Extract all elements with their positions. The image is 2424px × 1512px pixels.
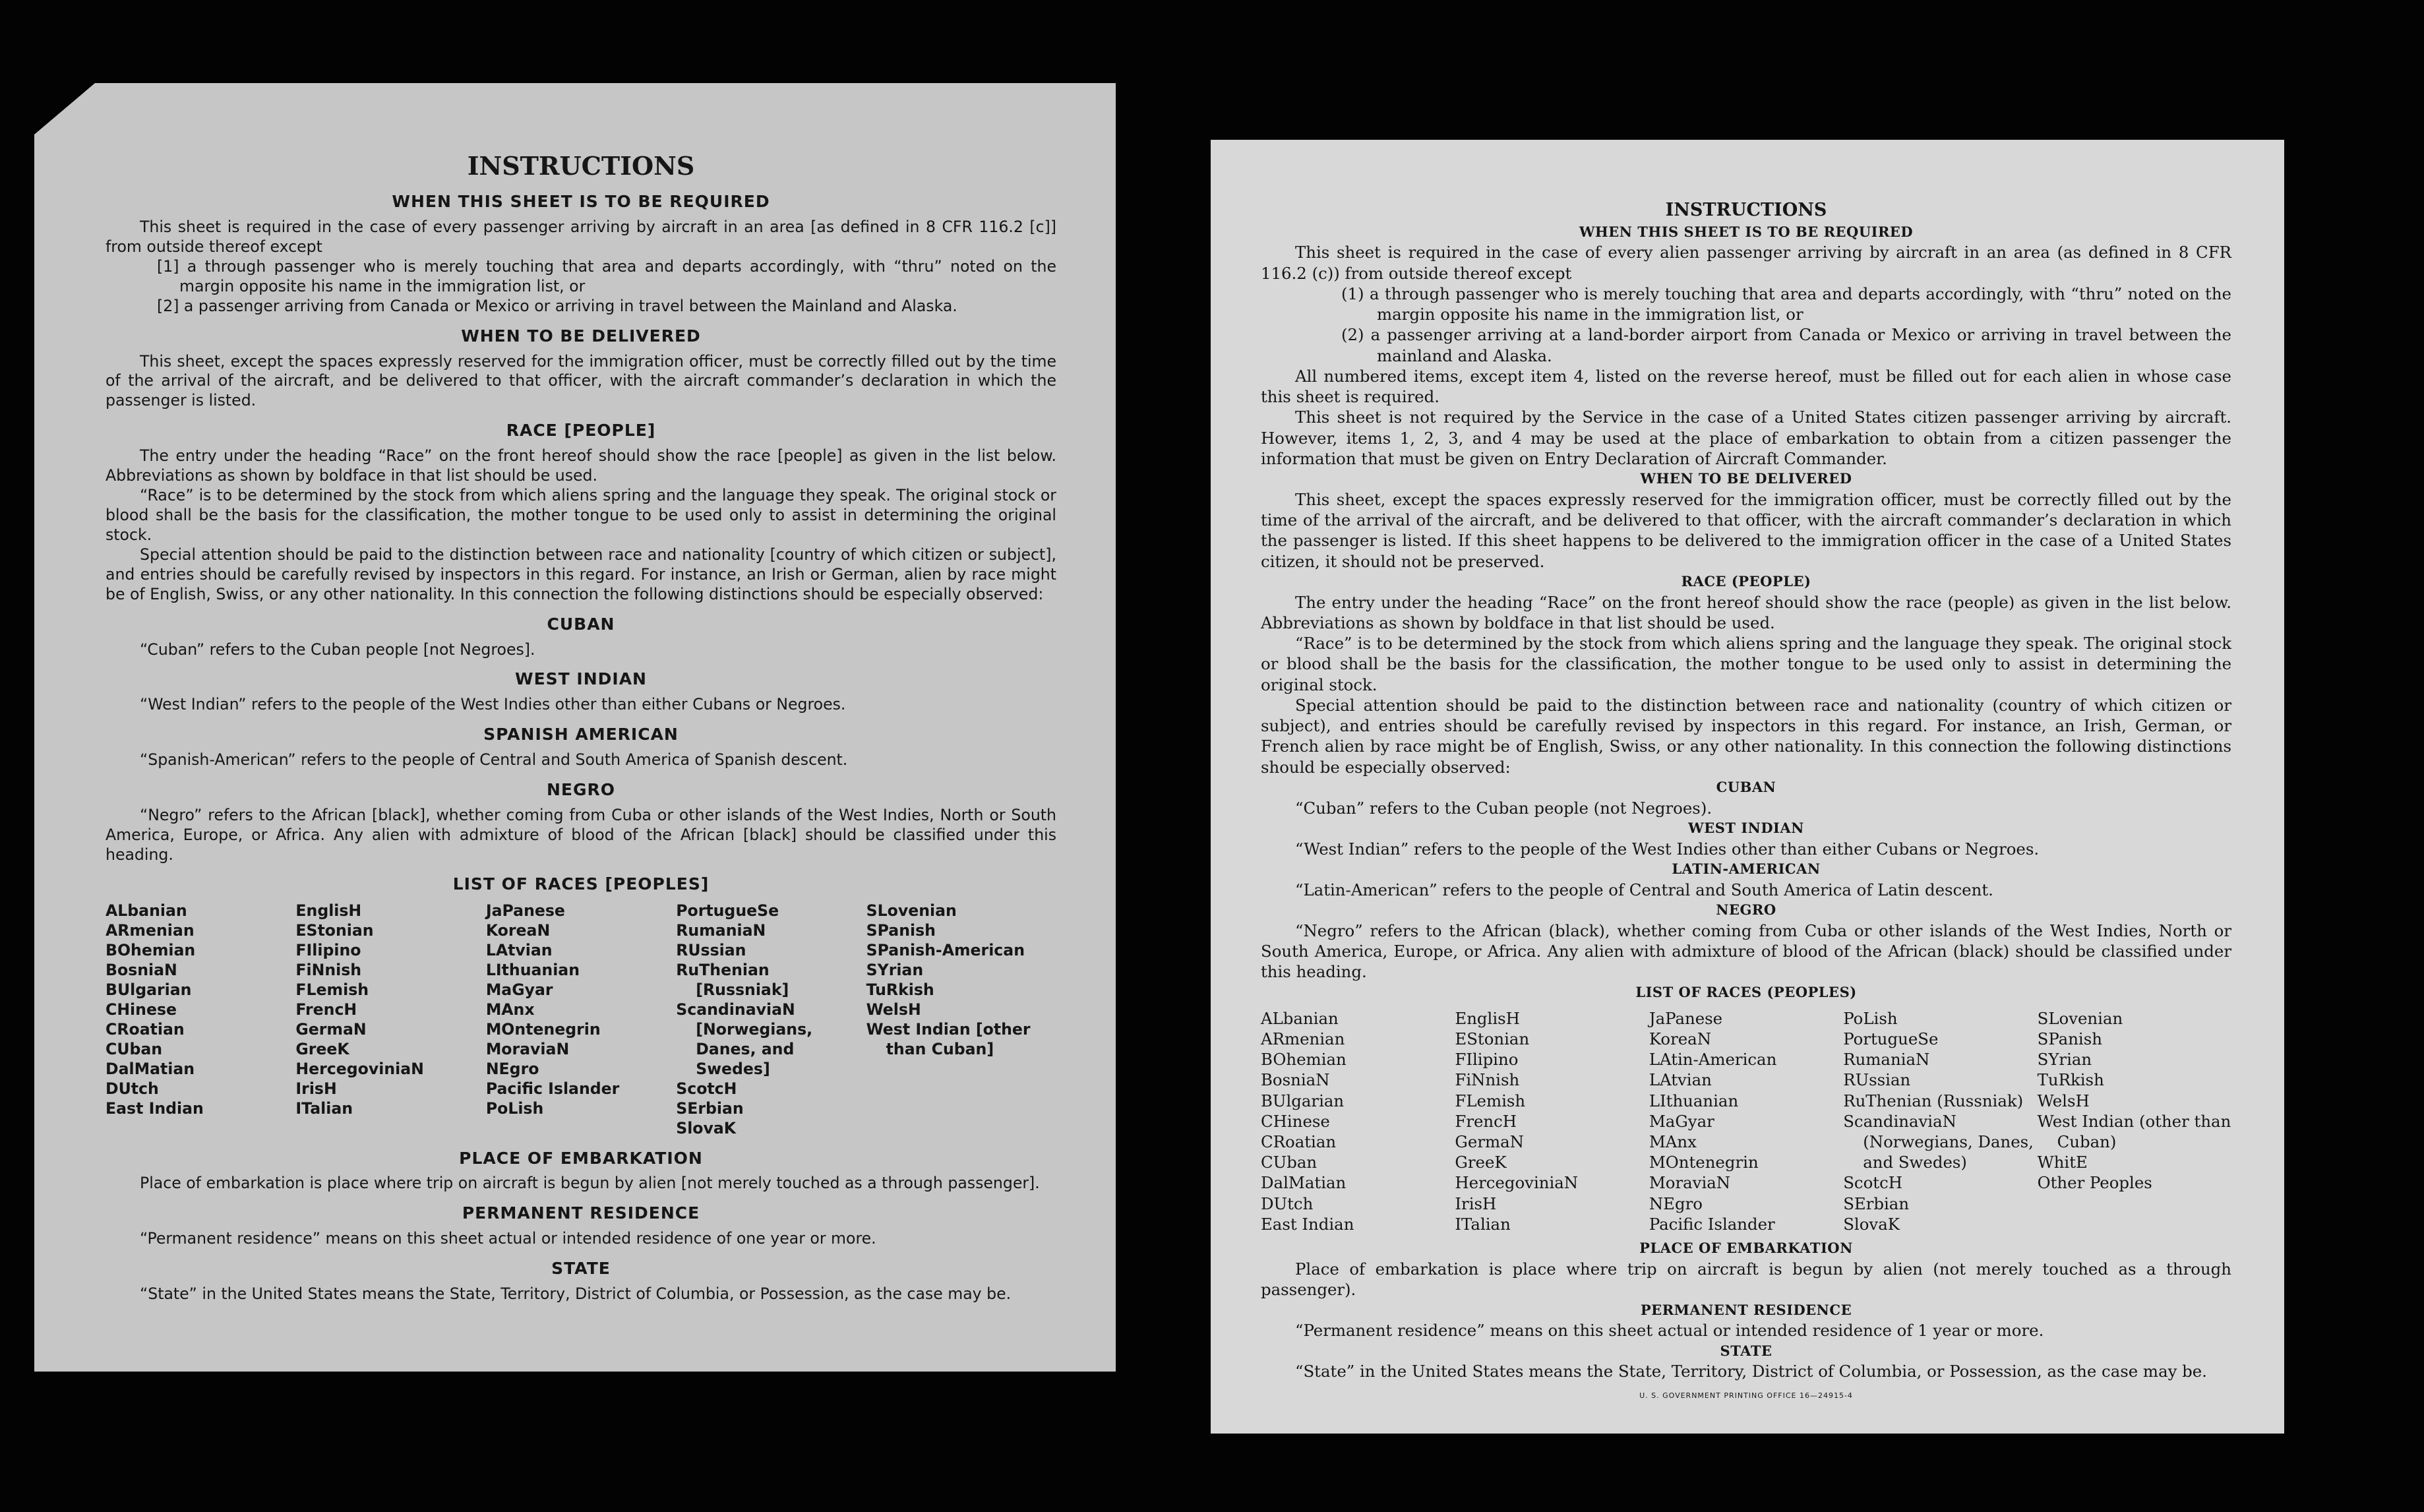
race-entry: West Indian (other than Cuban)	[2037, 1111, 2231, 1151]
right-heading-perm: PERMANENT RESIDENCE	[1640, 1301, 1852, 1318]
race-entry: SPanish	[866, 921, 936, 940]
race-entry: DUtch	[1261, 1194, 1314, 1213]
race-entry: EnglisH	[1455, 1008, 1520, 1028]
race-entry: DalMatian	[106, 1059, 195, 1078]
left-race-list	[106, 901, 1056, 1138]
race-entry: WhitE	[2037, 1153, 2088, 1172]
right-latin-text: “Latin-American” refers to the people of Central and South America of Latin descent.	[1295, 880, 1993, 899]
race-entry: FLemish	[295, 981, 369, 1000]
race-entry: TuRkish	[866, 981, 934, 1000]
right-instruction-sheet	[1211, 140, 2284, 1434]
right-heading-negro: NEGRO	[1716, 901, 1776, 919]
race-entry: ITalian	[295, 1099, 353, 1118]
race-entry: BosniaN	[106, 961, 177, 980]
folded-corner	[34, 83, 95, 135]
race-entry: DalMatian	[1261, 1173, 1347, 1193]
race-entry: CRoatian	[1261, 1132, 1337, 1151]
left-state-text: “State” in the United States means the State, Territory, District of Columbia, or Possession, as the case may be.	[140, 1284, 1012, 1303]
race-entry: EStonian	[1455, 1029, 1530, 1048]
left-race-column	[676, 901, 866, 1138]
race-entry: Other Peoples	[2037, 1173, 2152, 1193]
left-spanish-text: “Spanish-American” refers to the people of Central and South America of Spanish descent.	[140, 750, 848, 769]
race-entry: GermaN	[295, 1019, 367, 1039]
left-perm-text: “Permanent residence” means on this sheet actual or intended residence of one year or more.	[140, 1229, 876, 1248]
race-entry: RUssian	[1843, 1070, 1911, 1090]
right-heading-westindian: WEST INDIAN	[1688, 819, 1804, 836]
right-delivered-text: This sheet, except the spaces expressly reserved for the immigration officer, must be correctly filled out by the time of the arrival of the aircraft, and be delivered to that officer, with the aircraft commander’s declaration in which the passenger is listed. If this sheet happens to be delivered to the immigration officer in the case of a United States citizen, it should not be preserved.	[1261, 489, 2231, 571]
right-heading-cuban: CUBAN	[1716, 778, 1776, 795]
race-entry: MAnx	[485, 1000, 535, 1019]
race-entry: WelsH	[2037, 1091, 2090, 1110]
right-race-column	[2038, 1008, 2231, 1235]
race-entry: EnglisH	[295, 901, 362, 921]
race-entry: West Indian [other than Cuban]	[866, 1019, 1031, 1058]
race-entry: BOhemian	[106, 941, 196, 960]
race-entry: ScandinaviaN [Norwegians, Danes, and Swedes]	[676, 1000, 813, 1078]
race-entry: ALbanian	[1261, 1008, 1339, 1028]
left-heading-perm: PERMANENT RESIDENCE	[462, 1203, 700, 1223]
race-entry: MaGyar	[1649, 1111, 1714, 1131]
left-race-column	[486, 901, 676, 1138]
race-entry: CUban	[1261, 1153, 1318, 1172]
left-heading-state: STATE	[551, 1259, 611, 1279]
left-heading-delivered: WHEN TO BE DELIVERED	[461, 326, 701, 346]
right-heading-race: RACE (PEOPLE)	[1681, 572, 1811, 590]
race-entry: PortugueSe	[676, 901, 779, 921]
race-entry: JaPanese	[1649, 1008, 1723, 1028]
right-heading-embark: PLACE OF EMBARKATION	[1639, 1240, 1853, 1257]
left-heading-cuban: CUBAN	[547, 614, 615, 634]
right-title: INSTRUCTIONS	[1665, 200, 1827, 220]
right-heading-latin: LATIN-AMERICAN	[1672, 861, 1821, 878]
race-entry: Pacific Islander	[485, 1079, 620, 1098]
right-embark-text: Place of embarkation is place where trip on aircraft is begun by alien (not merely touched as a through passenger).	[1261, 1259, 2231, 1300]
left-cuban-text: “Cuban” refers to the Cuban people [not Negroes].	[140, 640, 535, 659]
race-entry: JaPanese	[485, 901, 565, 921]
race-entry: RuThenian [Russniak]	[676, 961, 789, 1000]
right-race-text-2: “Race” is to be determined by the stock from which aliens spring and the language they speak. The original stock or blood shall be the basis for the classification, the mother tongue to be used only to assist in determining the original stock.	[1261, 634, 2231, 694]
race-entry: FrencH	[1455, 1111, 1517, 1131]
race-entry: FIlipino	[1455, 1050, 1519, 1070]
race-entry: BUlgarian	[1261, 1091, 1345, 1110]
race-entry: SPanish	[2037, 1029, 2102, 1048]
right-exception-1: (1) a through passenger who is merely touching that area and departs accordingly, with “thru” noted on the margin opposite his name in the immigration list, or	[1341, 284, 2231, 324]
left-heading-westindian: WEST INDIAN	[515, 669, 647, 689]
race-entry: ScotcH	[676, 1079, 737, 1098]
race-entry: ARmenian	[1261, 1029, 1345, 1048]
right-race-text-3: Special attention should be paid to the distinction between race and nationality (country of which citizen or subject), and entries should be carefully revised by inspectors in this regard. For instance, an Irish, German, or French alien by race might be of English, Swiss, or any other nationality. In this connection the following distinctions should be especially observed:	[1261, 695, 2231, 777]
race-entry: SLovenian	[2037, 1008, 2123, 1028]
race-entry: GreeK	[1455, 1153, 1507, 1172]
left-race-column	[295, 901, 485, 1138]
right-state-text: “State” in the United States means the State, Territory, District of Columbia, or Possession, as the case may be.	[1295, 1362, 2207, 1381]
race-entry: BUlgarian	[106, 981, 192, 1000]
right-heading-delivered: WHEN TO BE DELIVERED	[1640, 470, 1852, 487]
race-entry: MoraviaN	[1649, 1173, 1731, 1193]
race-entry: CRoatian	[106, 1019, 185, 1039]
race-entry: SlovaK	[1843, 1214, 1900, 1234]
race-entry: HercegoviniaN	[295, 1059, 424, 1078]
race-entry: RumaniaN	[1843, 1050, 1930, 1070]
left-race-text-3: Special attention should be paid to the distinction between race and nationality [country of which citizen or subject], and entries should be carefully revised by inspectors in this regard. For instance, an Irish or German, alien by race might be of English, Swiss, or any other nationality. In this connection the following distinctions should be especially observed:	[106, 545, 1056, 603]
race-entry: BOhemian	[1261, 1050, 1347, 1070]
race-entry: GreeK	[295, 1039, 349, 1058]
race-entry: GermaN	[1455, 1132, 1524, 1151]
left-instruction-sheet	[34, 83, 1116, 1372]
race-entry: FiNnish	[295, 961, 362, 980]
left-required-text: This sheet is required in the case of every passenger arriving by aircraft in an area [as defined in 8 CFR 116.2 [c]] from outside thereof except	[106, 218, 1056, 256]
left-heading-required: WHEN THIS SHEET IS TO BE REQUIRED	[392, 192, 770, 212]
race-entry: East Indian	[106, 1099, 204, 1118]
left-exception-2: [2] a passenger arriving from Canada or Mexico or arriving in travel between the Mainland and Alaska.	[157, 296, 957, 315]
race-entry: FiNnish	[1455, 1070, 1520, 1090]
race-entry: IrisH	[295, 1079, 337, 1098]
race-entry: SErbian	[676, 1099, 744, 1118]
race-entry: KoreaN	[1649, 1029, 1712, 1048]
left-race-column	[866, 901, 1056, 1138]
race-entry: EStonian	[295, 921, 374, 940]
race-entry: SPanish-American	[866, 941, 1025, 960]
race-entry: FLemish	[1455, 1091, 1526, 1110]
race-entry: NEgro	[1649, 1194, 1703, 1213]
left-race-text-2: “Race” is to be determined by the stock from which aliens spring and the language they speak. The original stock or blood shall be the basis for the classification, the mother tongue to be used only to assist in determining the original stock.	[106, 486, 1056, 544]
left-race-text-1: The entry under the heading “Race” on the front hereof should show the race [people] as given in the list below. Abbreviations as shown by boldface in that list should be used.	[106, 446, 1056, 485]
race-entry: RuThenian (Russniak)	[1843, 1091, 2024, 1110]
race-entry: ALbanian	[106, 901, 187, 921]
right-race-list	[1261, 1008, 2231, 1235]
race-entry: MOntenegrin	[1649, 1153, 1759, 1172]
race-entry: LAtvian	[485, 941, 553, 960]
race-entry: LAtin-American	[1649, 1050, 1777, 1070]
race-entry: MaGyar	[485, 981, 553, 1000]
race-entry: MOntenegrin	[485, 1019, 601, 1039]
left-heading-negro: NEGRO	[546, 779, 616, 799]
right-exception-2: (2) a passenger arriving at a land-border airport from Canada or Mexico or arriving in travel between the mainland and Alaska.	[1341, 325, 2231, 365]
race-entry: ScandinaviaN (Norwegians, Danes, and Swedes)	[1843, 1111, 2034, 1172]
right-race-column	[1261, 1008, 1455, 1235]
race-entry: DUtch	[106, 1079, 159, 1098]
race-entry: HercegoviniaN	[1455, 1173, 1579, 1193]
right-race-text-1: The entry under the heading “Race” on the front hereof should show the race (people) as given in the list below. Abbreviations as shown by boldface in that list should be used.	[1261, 592, 2231, 632]
printing-office-footer: U. S. GOVERNMENT PRINTING OFFICE 16—24915-4	[1639, 1391, 1853, 1400]
race-entry: LIthuanian	[1649, 1091, 1739, 1110]
race-entry: PortugueSe	[1843, 1029, 1939, 1048]
right-heading-required: WHEN THIS SHEET IS TO BE REQUIRED	[1579, 223, 1914, 240]
right-cuban-text: “Cuban” refers to the Cuban people (not Negroes).	[1295, 798, 1712, 818]
right-perm-text: “Permanent residence” means on this sheet actual or intended residence of 1 year or more.	[1295, 1321, 2044, 1341]
race-entry: SLovenian	[866, 901, 957, 921]
race-entry: ScotcH	[1843, 1173, 1903, 1193]
race-entry: WelsH	[866, 1000, 921, 1019]
race-entry: PoLish	[1843, 1008, 1898, 1028]
race-entry: SYrian	[2037, 1050, 2092, 1070]
race-entry: CHinese	[106, 1000, 177, 1019]
left-race-column	[106, 901, 295, 1138]
race-entry: ARmenian	[106, 921, 195, 940]
race-entry: MoraviaN	[485, 1039, 570, 1058]
left-heading-list: LIST OF RACES [PEOPLES]	[452, 874, 710, 894]
left-heading-race: RACE [PEOPLE]	[506, 421, 656, 440]
race-entry: ITalian	[1455, 1214, 1511, 1234]
left-title: INSTRUCTIONS	[467, 151, 695, 181]
race-entry: SErbian	[1843, 1194, 1910, 1213]
race-entry: CUban	[106, 1039, 163, 1058]
left-westindian-text: “West Indian” refers to the people of the West Indies other than either Cubans or Negroes.	[140, 695, 846, 714]
race-entry: RumaniaN	[676, 921, 766, 940]
race-entry: NEgro	[485, 1059, 539, 1078]
right-westindian-text: “West Indian” refers to the people of the West Indies other than either Cubans or Negroes.	[1295, 839, 2040, 859]
left-heading-embark: PLACE OF EMBARKATION	[459, 1148, 703, 1168]
right-required-text: This sheet is required in the case of every alien passenger arriving by aircraft in an area (as defined in 8 CFR 116.2 (c)) from outside thereof except	[1261, 243, 2231, 283]
race-entry: PoLish	[485, 1099, 544, 1118]
right-numbered-text: All numbered items, except item 4, listed on the reverse hereof, must be filled out for each alien in whose case this sheet is required.	[1261, 366, 2231, 407]
right-negro-text: “Negro” refers to the African (black), whether coming from Cuba or other islands of the West Indies, North or South America, Europe, or Africa. Any alien with admixture of blood of the African (black) should be classified under this heading.	[1261, 921, 2231, 982]
left-exception-1: [1] a through passenger who is merely touching that area and departs accordingly, with “thru” noted on the margin opposite his name in the immigration list, or	[157, 257, 1056, 295]
race-entry: RUssian	[676, 941, 746, 960]
race-entry: BosniaN	[1261, 1070, 1330, 1090]
race-entry: TuRkish	[2037, 1070, 2104, 1090]
right-citizen-text: This sheet is not required by the Service in the case of a United States citizen passenger arriving by aircraft. However, items 1, 2, 3, and 4 may be used at the place of embarkation to obtain from a citizen passenger the information that must be given on Entry Declaration of Aircraft Commander.	[1261, 408, 2231, 468]
race-entry: LIthuanian	[485, 961, 580, 980]
race-entry: East Indian	[1261, 1214, 1354, 1234]
race-entry: FIlipino	[295, 941, 361, 960]
race-entry: IrisH	[1455, 1194, 1497, 1213]
race-entry: SYrian	[866, 961, 924, 980]
race-entry: LAtvian	[1649, 1070, 1712, 1090]
left-negro-text: “Negro” refers to the African [black], whether coming from Cuba or other islands of the West Indies, North or South America, Europe, or Africa. Any alien with admixture of blood of the African [black] should be classified under this heading.	[106, 805, 1056, 864]
left-delivered-text: This sheet, except the spaces expressly reserved for the immigration officer, must be correctly filled out by the time of the arrival of the aircraft, and be delivered to that officer, with the aircraft commander’s declaration in which the passenger is listed.	[106, 351, 1056, 410]
right-race-column	[1455, 1008, 1649, 1235]
race-entry: SlovaK	[676, 1118, 737, 1137]
race-entry: Pacific Islander	[1649, 1214, 1775, 1234]
race-entry: MAnx	[1649, 1132, 1697, 1151]
left-embark-text: Place of embarkation is place where trip on aircraft is begun by alien [not merely touched as a through passenger].	[140, 1174, 1040, 1193]
race-entry: FrencH	[295, 1000, 357, 1019]
left-heading-spanish: SPANISH AMERICAN	[483, 725, 679, 744]
right-race-column	[1843, 1008, 2037, 1235]
race-entry: CHinese	[1261, 1111, 1330, 1131]
right-race-column	[1649, 1008, 1843, 1235]
race-entry: KoreaN	[485, 921, 551, 940]
right-heading-list: LIST OF RACES (PEOPLES)	[1635, 983, 1857, 1000]
right-heading-state: STATE	[1720, 1342, 1773, 1359]
